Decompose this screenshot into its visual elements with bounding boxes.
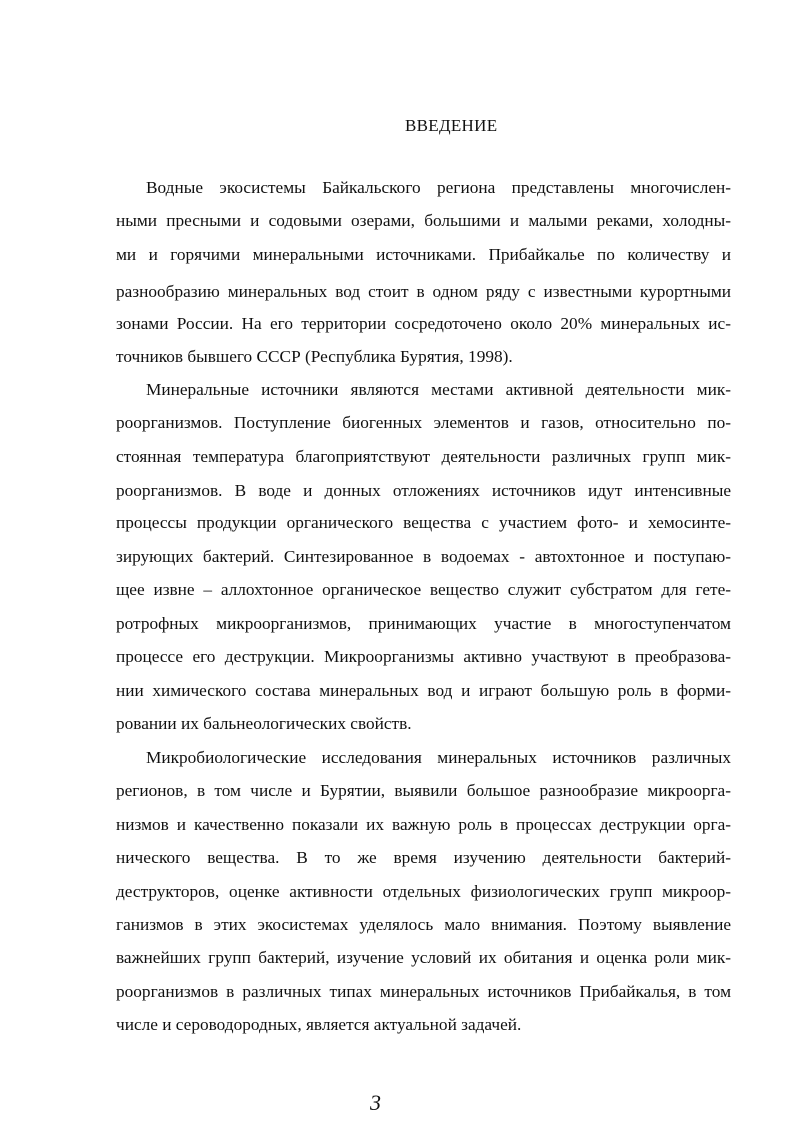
text-line: процессы продукции органического вещества с участием фото- и хемосинте-: [116, 513, 731, 532]
text-line: зонами России. На его территории сосредоточено около 20% минеральных ис-: [116, 314, 731, 333]
text-line: ными пресными и содовыми озерами, большими и малыми реками, холодны-: [116, 211, 731, 230]
text-line: регионов, в том числе и Бурятии, выявили большое разнообразие микроорга-: [116, 781, 731, 800]
text-line: низмов и качественно показали их важную роль в процессах деструкции орга-: [116, 815, 731, 834]
text-line: ганизмов в этих экосистемах уделялось мало внимания. Поэтому выявление: [116, 915, 731, 934]
text-line: стоянная температура благоприятствуют деятельности различных групп мик-: [116, 447, 731, 466]
text-line: деструкторов, оценке активности отдельных физиологических групп микроор-: [116, 882, 731, 901]
text-line: ми и горячими минеральными источниками. Прибайкалье по количеству и: [116, 245, 731, 264]
text-line: роорганизмов в различных типах минеральных источников Прибайкалья, в том: [116, 982, 731, 1001]
text-line: нии химического состава минеральных вод и играют большую роль в форми-: [116, 681, 731, 700]
text-line: Минеральные источники являются местами активной деятельности мик-: [146, 380, 731, 399]
page-number: 3: [370, 1090, 381, 1115]
text-line: процессе его деструкции. Микроорганизмы активно участвуют в преобразова-: [116, 647, 731, 666]
section-title: ВВЕДЕНИЕ: [405, 116, 498, 135]
text-line: щее извне – аллохтонное органическое вещество служит субстратом для гете-: [116, 580, 731, 599]
text-line: нического вещества. В то же время изучению деятельности бактерий-: [116, 848, 731, 867]
text-line: точников бывшего СССР (Республика Бурятия, 1998).: [116, 347, 513, 366]
text-line: Микробиологические исследования минеральных источников различных: [146, 748, 731, 767]
text-line: роорганизмов. Поступление биогенных элементов и газов, относительно по-: [116, 413, 731, 432]
text-line: ровании их бальнеологических свойств.: [116, 714, 412, 733]
text-line: Водные экосистемы Байкальского региона представлены многочислен-: [146, 178, 731, 197]
text-line: роорганизмов. В воде и донных отложениях источников идут интенсивные: [116, 481, 731, 500]
text-line: числе и сероводородных, является актуальной задачей.: [116, 1015, 522, 1034]
text-line: ротрофных микроорганизмов, принимающих участие в многоступенчатом: [116, 614, 731, 633]
text-line: зирующих бактерий. Синтезированное в водоемах - автохтонное и поступаю-: [116, 547, 731, 566]
text-line: важнейших групп бактерий, изучение условий их обитания и оценка роли мик-: [116, 948, 731, 967]
text-line: разнообразию минеральных вод стоит в одном ряду с известными курортными: [116, 282, 731, 301]
